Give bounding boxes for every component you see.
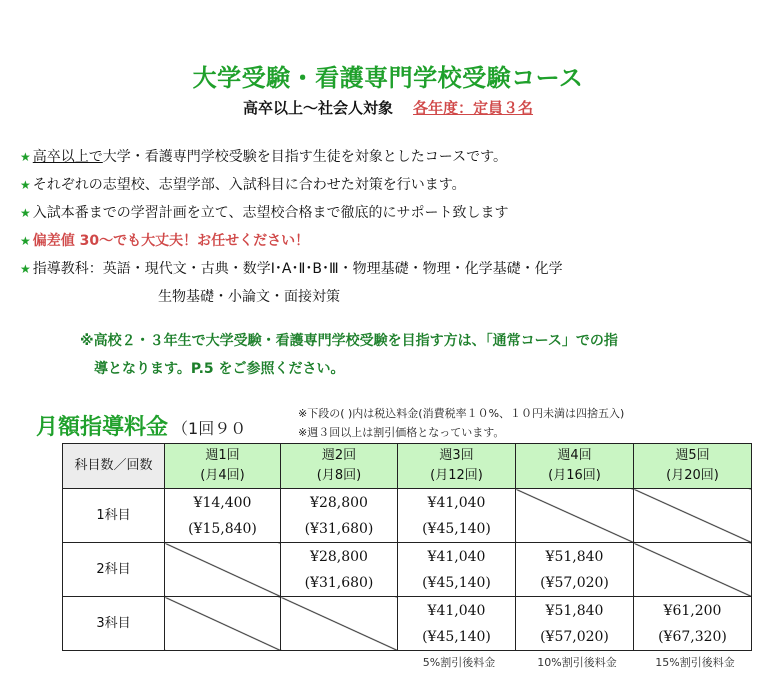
price-cell: ¥61,200 (¥67,320) xyxy=(634,597,752,651)
fee-notes xyxy=(298,404,624,442)
price-cell: ¥14,400 (¥15,840) xyxy=(165,489,281,543)
discount-label: 5%割引後料金 xyxy=(422,656,496,669)
column-header: 週2回 (月8回) xyxy=(281,444,398,489)
price-cell: ¥28,800 (¥31,680) xyxy=(281,543,398,597)
list-item xyxy=(20,199,760,227)
bullet-text: 偏差値 30～でも大丈夫！お任せください！ xyxy=(32,233,310,249)
star-icon: ★ xyxy=(20,234,31,248)
fee-title-sub: （1回９０ xyxy=(172,419,247,438)
notice xyxy=(80,327,720,383)
quota-text: 各年度：定員３名 xyxy=(413,99,534,117)
column-header: 週5回 (月20回) xyxy=(634,444,752,489)
price-cell: ¥41,040 (¥45,140) xyxy=(398,543,516,597)
page-title: 大学受験・看護専門学校受験コース xyxy=(192,64,584,92)
feature-list xyxy=(20,143,760,311)
row-header: 1科目 xyxy=(63,489,165,543)
fee-title: 月額指導料金 xyxy=(36,415,169,440)
empty-cell xyxy=(634,543,752,597)
price-cell: ¥28,800 (¥31,680) xyxy=(281,489,398,543)
bullet-text: 指導教科：英語・現代文・古典・数学Ⅰ･A･Ⅱ･B･Ⅲ・物理基礎・物理・化学基礎・化学 xyxy=(32,261,563,277)
target-text: 高卒以上～社会人対象 xyxy=(242,99,393,117)
fee-note: ※週３回以上は割引価格となっています。 xyxy=(298,426,505,439)
empty-cell xyxy=(634,489,752,543)
list-item-continuation: 生物基礎・小論文・面接対策 xyxy=(158,289,340,305)
list-item xyxy=(20,171,760,199)
column-header: 週3回 (月12回) xyxy=(398,444,516,489)
empty-cell xyxy=(165,543,281,597)
star-icon: ★ xyxy=(20,178,31,192)
table-row xyxy=(63,597,752,651)
empty-cell xyxy=(516,489,634,543)
price-cell: ¥51,840 (¥57,020) xyxy=(516,543,634,597)
course-subtitle xyxy=(0,97,776,118)
discount-label: 10%割引後料金 xyxy=(537,656,617,669)
bullet-text: それぞれの志望校、志望学部、入試科目に合わせた対策を行います。 xyxy=(32,177,466,193)
fee-note: ※下段の( )内は税込料金(消費税率１０%、１０円未満は四捨五入) xyxy=(298,407,625,420)
fee-heading xyxy=(36,410,246,441)
notice-line: 導となります。P.5 をご参照ください。 xyxy=(94,361,345,377)
fee-table xyxy=(62,443,752,651)
table-row xyxy=(63,489,752,543)
star-icon: ★ xyxy=(20,150,31,164)
bullet-text: 大学・看護専門学校受験を目指す生徒を対象としたコースです。 xyxy=(102,149,507,165)
empty-cell xyxy=(165,597,281,651)
price-cell: ¥51,840 (¥57,020) xyxy=(516,597,634,651)
star-icon: ★ xyxy=(20,206,31,220)
table-header-row xyxy=(63,444,752,489)
row-header: 3科目 xyxy=(63,597,165,651)
list-item xyxy=(20,227,760,255)
price-cell: ¥41,040 (¥45,140) xyxy=(398,489,516,543)
list-item xyxy=(20,143,760,171)
notice-line: ※高校２・３年生で大学受験・看護専門学校受験を目指す方は、「通常コース」での指 xyxy=(80,333,618,349)
star-icon: ★ xyxy=(20,262,31,276)
row-header: 2科目 xyxy=(63,543,165,597)
underlined-text: 高卒以上で xyxy=(32,149,103,165)
corner-header: 科目数／回数 xyxy=(63,444,165,489)
discount-label: 15%割引後料金 xyxy=(655,656,735,669)
list-item xyxy=(20,255,760,283)
column-header: 週1回 (月4回) xyxy=(165,444,281,489)
column-header: 週4回 (月16回) xyxy=(516,444,634,489)
table-row xyxy=(63,543,752,597)
bullet-text: 入試本番までの学習計画を立て、志望校合格まで徹底的にサポート致します xyxy=(32,205,509,221)
empty-cell xyxy=(281,597,398,651)
price-cell: ¥41,040 (¥45,140) xyxy=(398,597,516,651)
